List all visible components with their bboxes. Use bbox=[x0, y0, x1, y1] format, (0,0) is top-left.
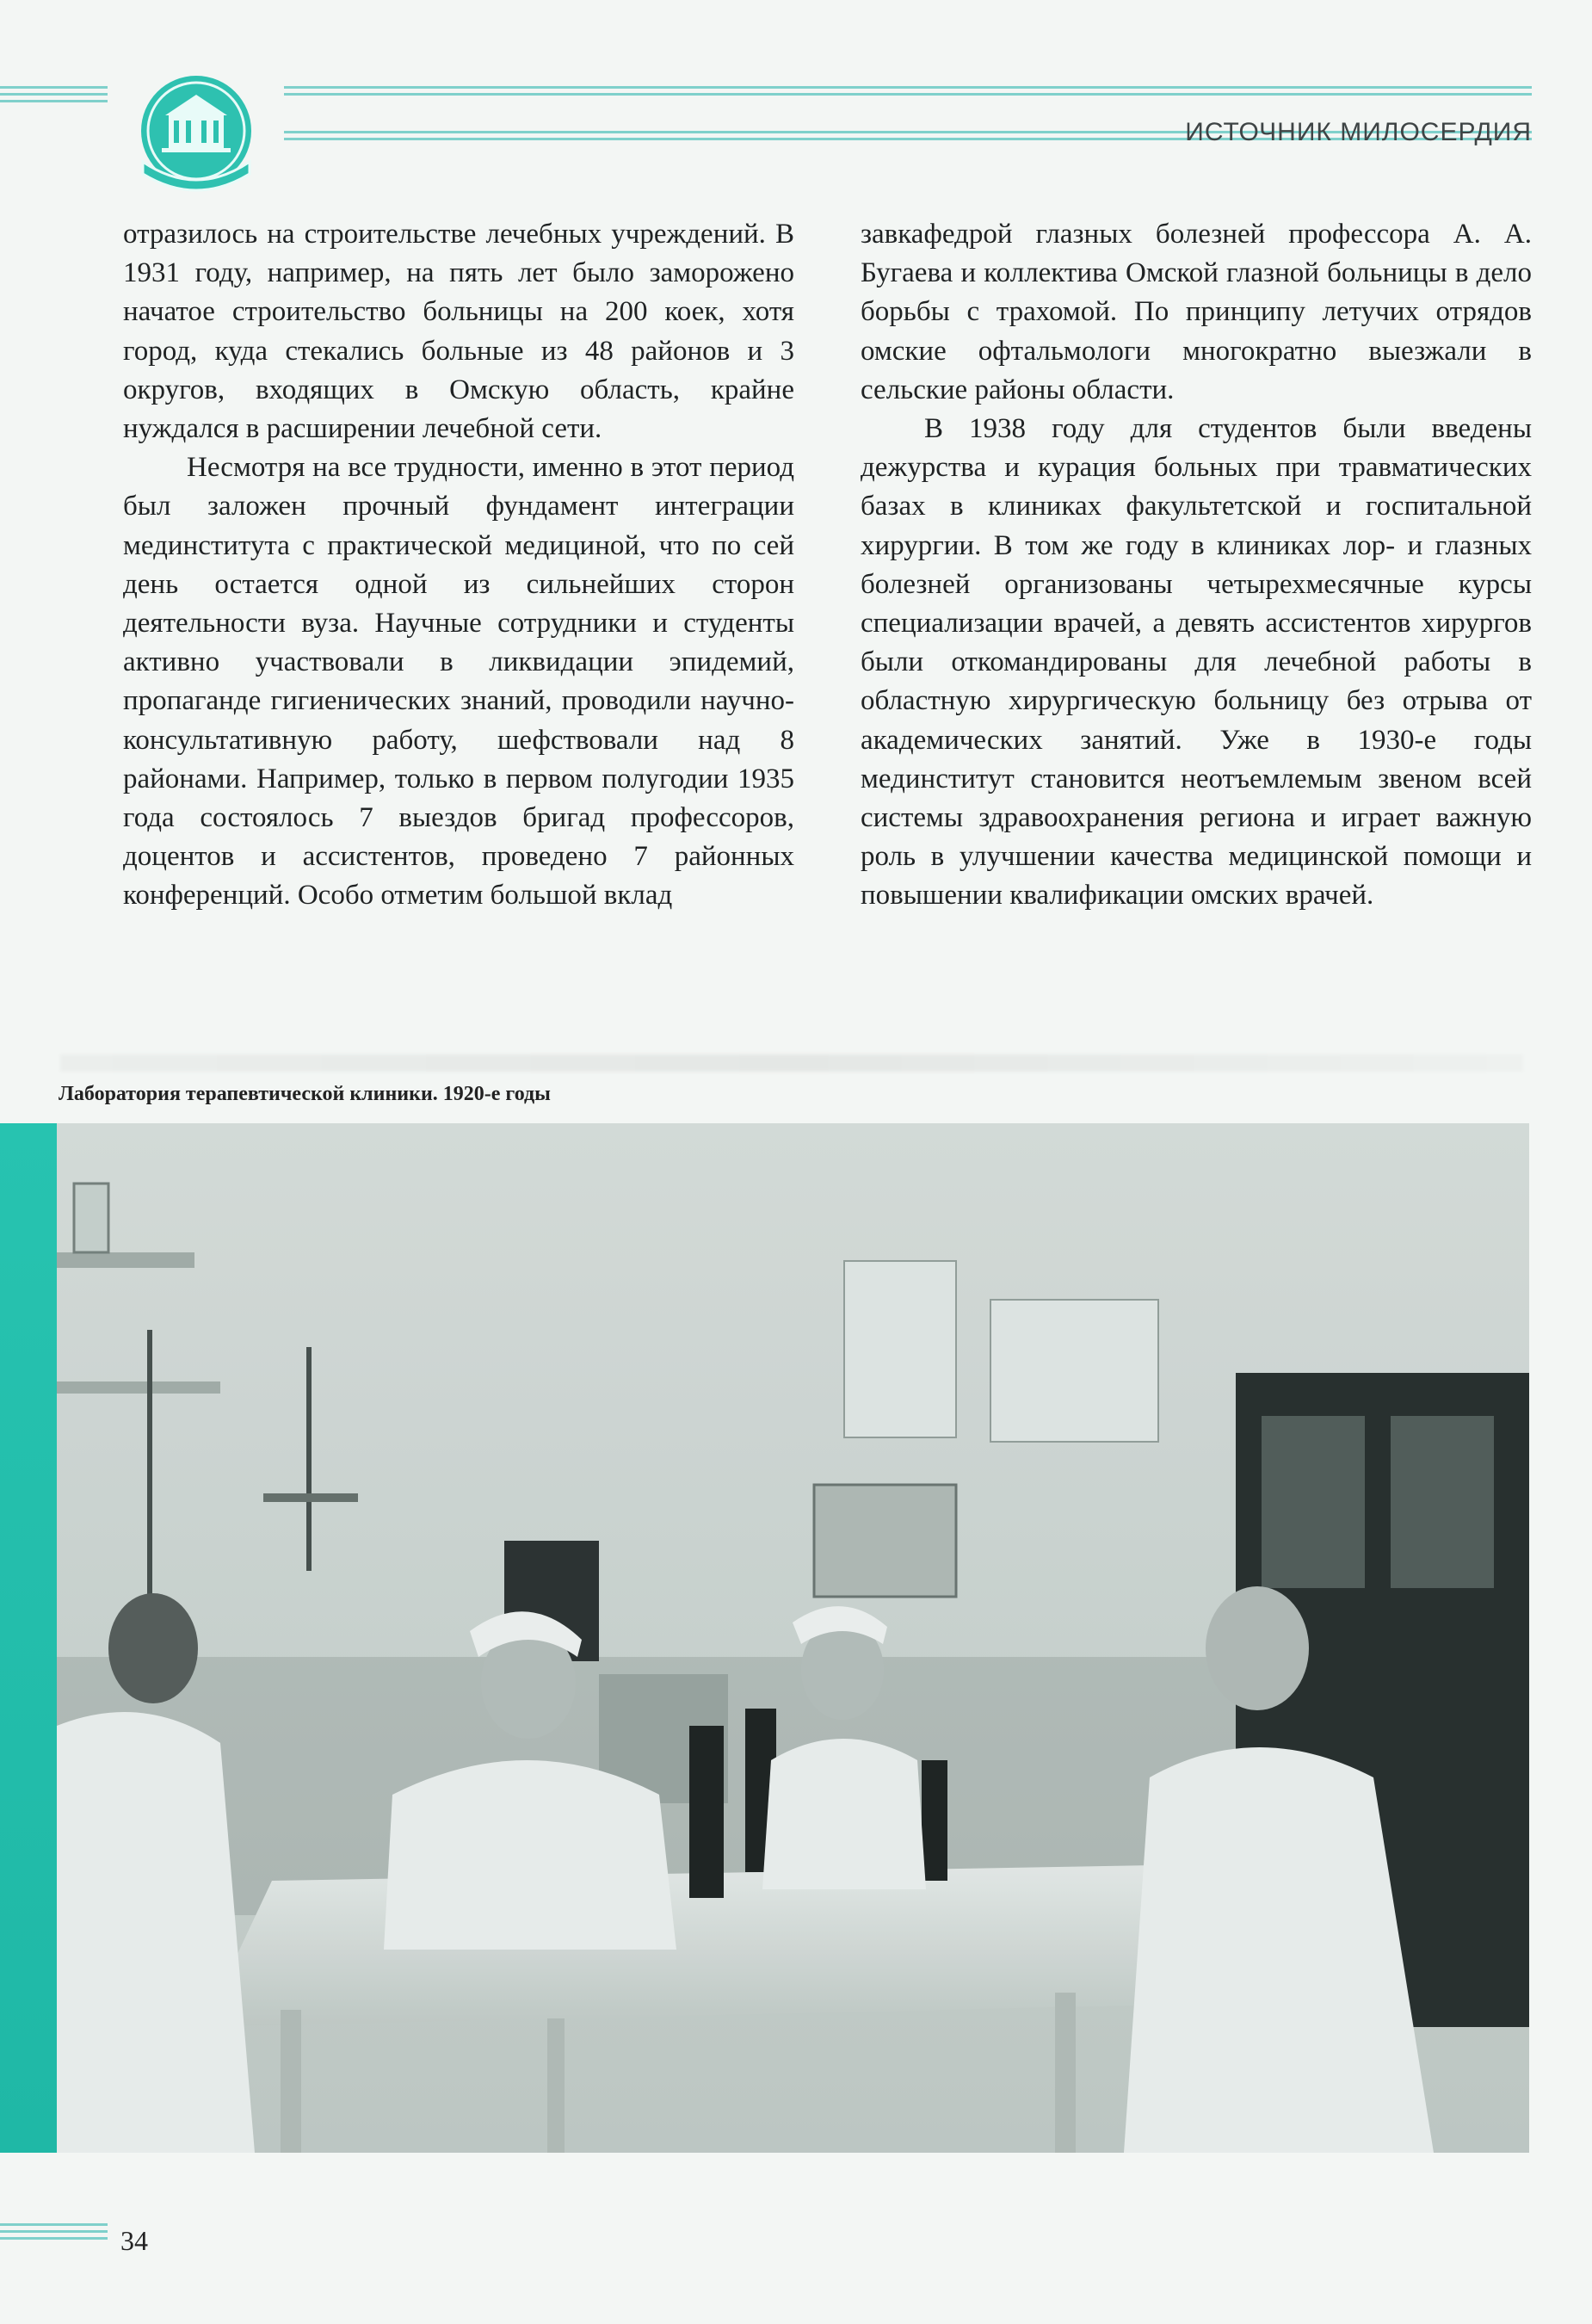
photo-caption: Лаборатория терапевтической клиники. 1920-е годы bbox=[59, 1083, 551, 1105]
paragraph: Несмотря на все трудности, именно в этот период был заложен прочный фундамент интеграции мединститута с практической медициной, что по сей день остается одной из сильнейших сторон деятельности вуза. Научные сотрудники и студенты активно участвовали в ликвидации эпидемий, пропаганде гигиенических знаний, проводили научно-консультативную работу, шефствовали над 8 районами. Например, только в первом полугодии 1935 года состоялось 7 выездов бригад профессоров, доцентов и ассистентов, проведено 7 районных конференций. Особо отметим большой вклад bbox=[123, 452, 794, 912]
bleed-through-text bbox=[60, 1054, 1523, 1072]
section-title: ИСТОЧНИК МИЛОСЕРДИЯ bbox=[1185, 118, 1532, 146]
header-rule-left bbox=[0, 86, 108, 108]
text-column-right bbox=[861, 215, 1532, 916]
paragraph: отразилось на строительстве лечебных учреждений. В 1931 году, например, на пять лет было заморожено начатое строительство больницы на 200 коек, хотя город, куда стекались больные из 48 районов и 3 округов, входящих в Омскую область, крайне нуждался в расширении лечебной сети. bbox=[123, 219, 794, 445]
page-number: 34 bbox=[120, 2225, 148, 2256]
paragraph: завкафедрой глазных болезней профессора А. А. Бугаева и коллектива Омской глазной больницы в дело борьбы с трахомой. По принципу летучих отрядов омские офтальмологи многократно выезжали в сельские районы области. bbox=[861, 219, 1532, 405]
university-building-emblem-icon bbox=[127, 69, 265, 198]
paragraph: В 1938 году для студентов были введены дежурства и курация больных при травматических базах в клиниках факультетской и госпитальной хирургии. В том же году в клиниках лор- и глазных болезней организованы четырехмесячные курсы специализации врачей, а девять ассистентов хирургов были откомандированы для лечебной работы в областную хирургическую больницу без отрыва от академических занятий. Уже в 1930-е годы мединститут становится неотъемлемым звеном всей системы здравоохранения региона и играет важную роль в улучшении качества медицинской помощи и повышении квалификации омских врачей. bbox=[861, 413, 1532, 912]
footer-rule bbox=[0, 2223, 108, 2244]
accent-bar bbox=[0, 1123, 57, 2153]
laboratory-photo bbox=[57, 1123, 1529, 2153]
header-rule-right bbox=[284, 86, 1532, 108]
text-column-left bbox=[123, 215, 794, 916]
